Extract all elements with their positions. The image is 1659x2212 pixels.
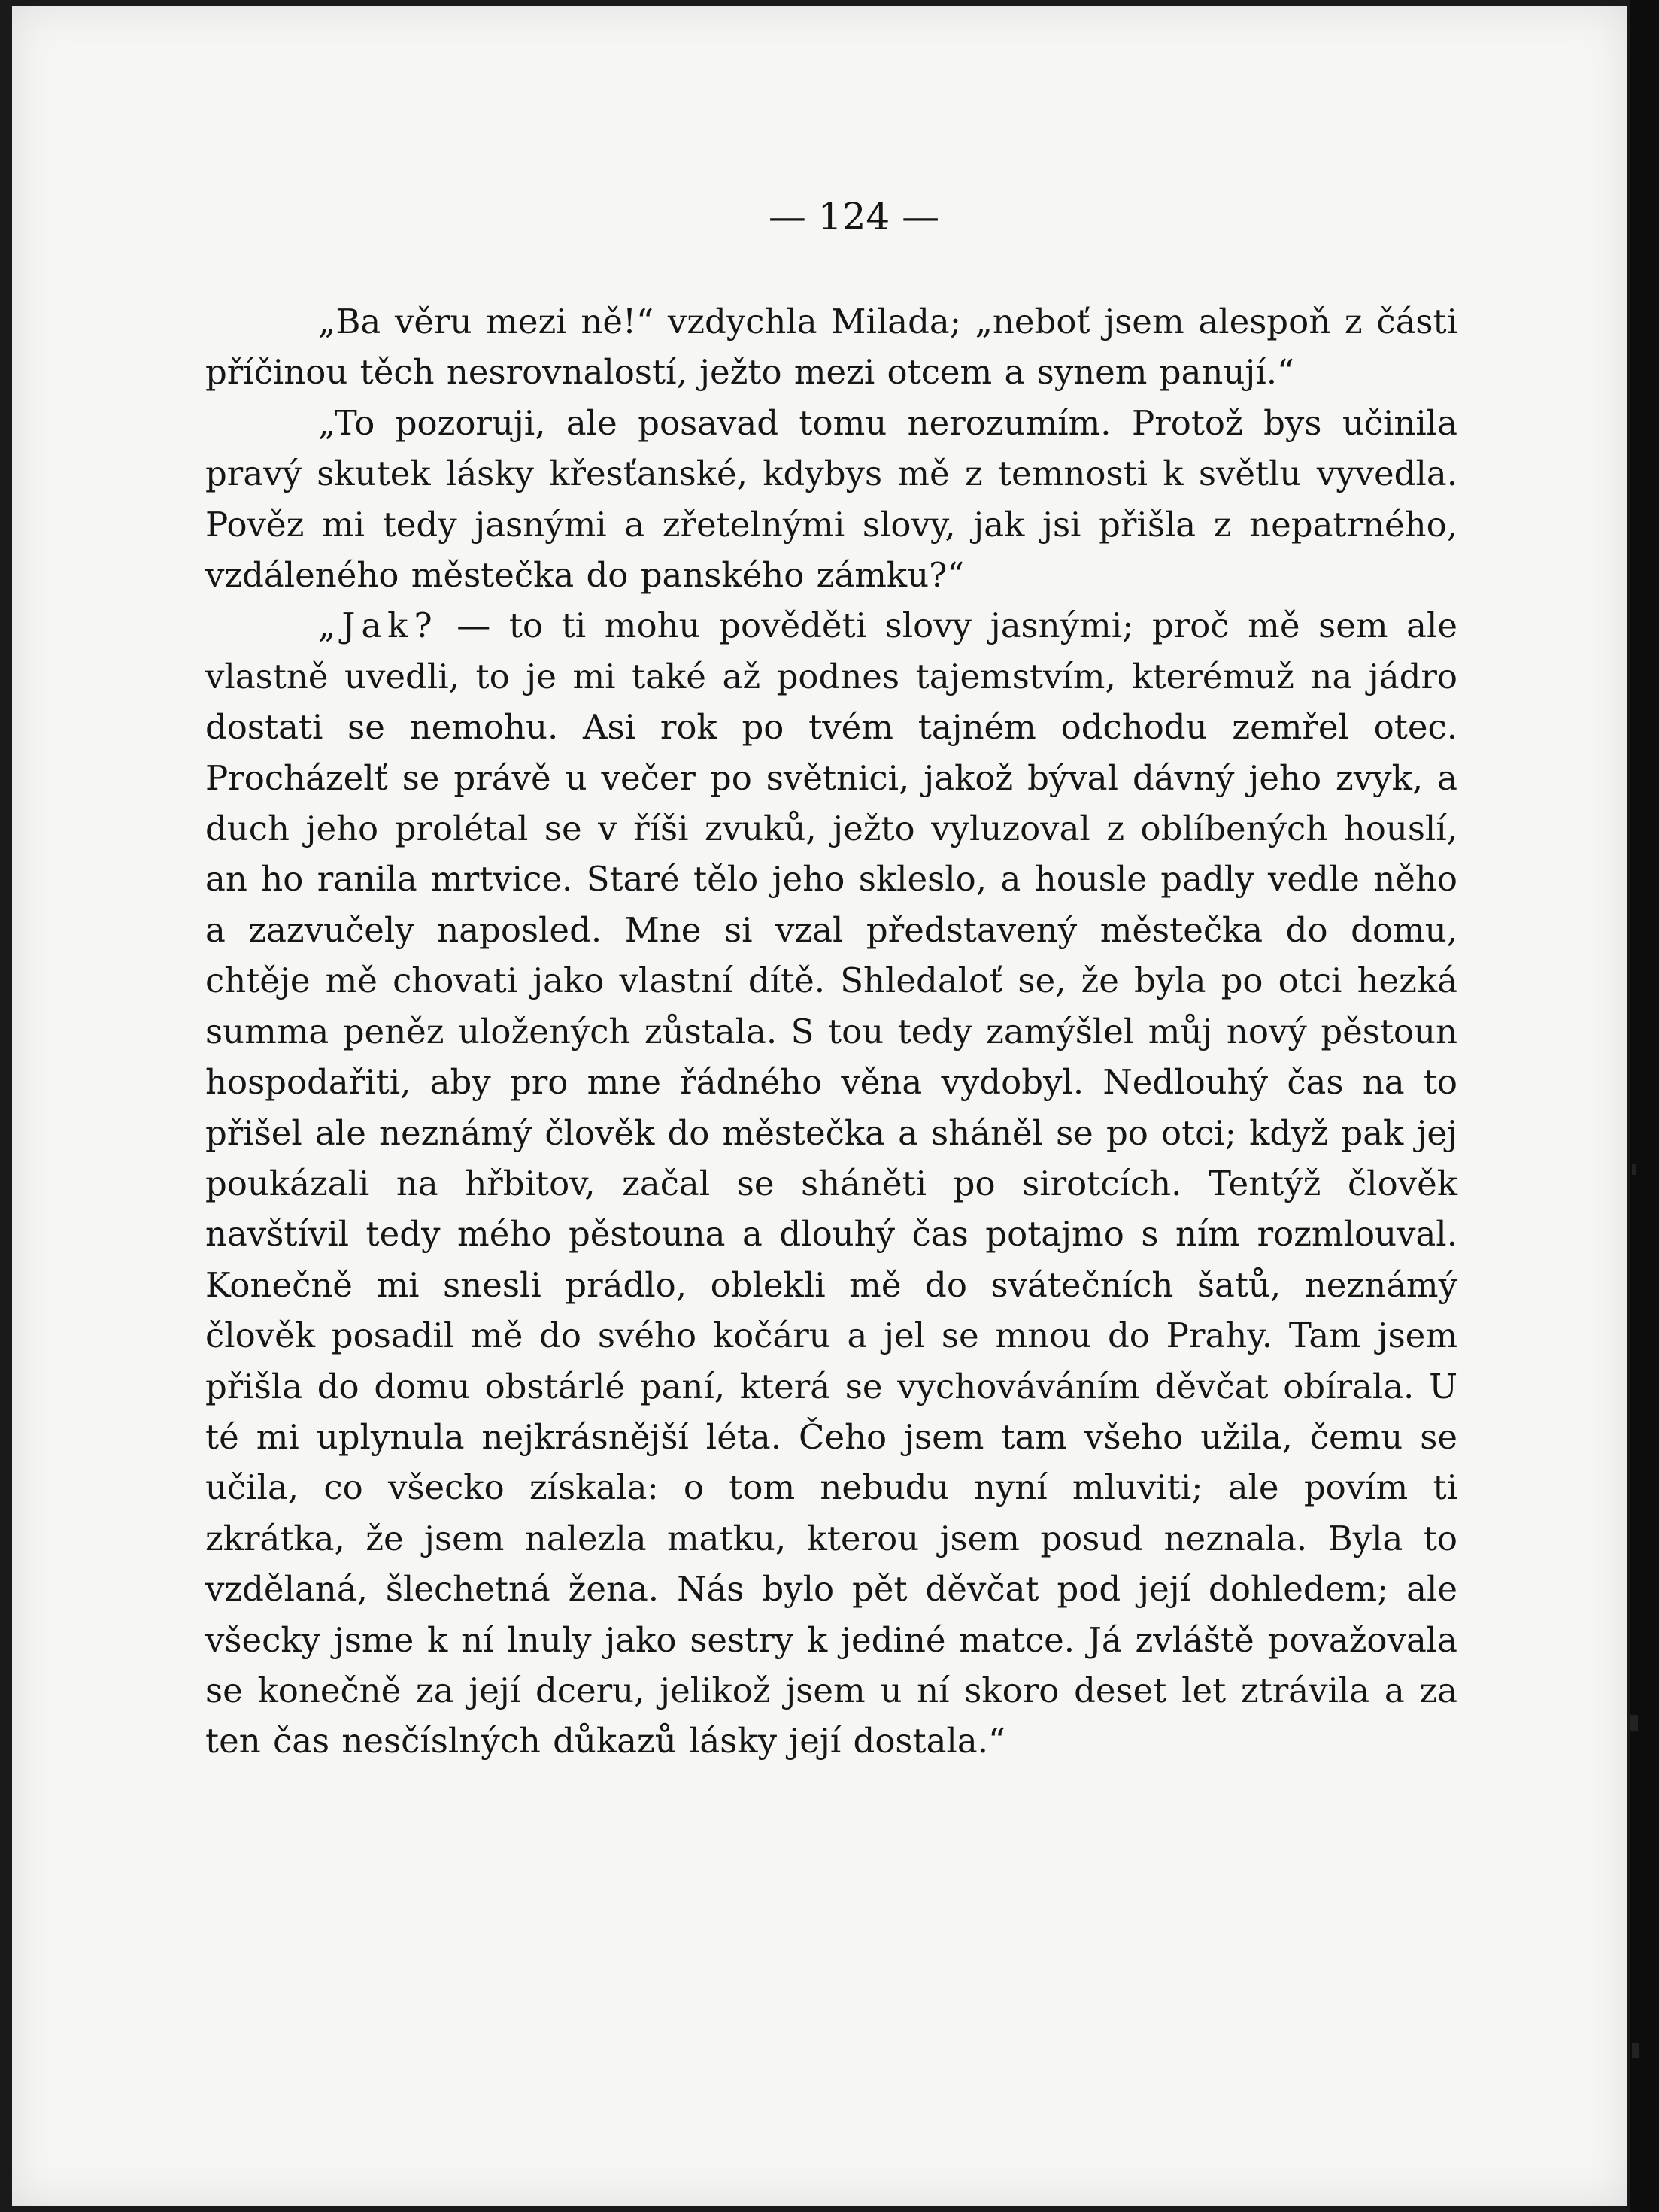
paragraph-3-body: — to ti mohu pověděti slovy jasnými; proč mě sem ale vlastně uvedli, to je mi také až podnes tajemstvím, kterémuž na jádro dostati se nemohu. Asi rok po tvém tajném odchodu zemřel otec. Procházelť se právě u večer po světnici, jakož býval dávný jeho zvyk, a duch jeho prolétal se v říši zvuků, ježto vyluzoval z oblíbených houslí, an ho ranila mrtvice. Staré tělo jeho skleslo, a housle padly vedle něho a zazvučely naposled. Mne si vzal představený městečka do domu, chtěje mě chovati jako vlastní dítě. Shledaloť se, že byla po otci hezká summa peněz uložených zůstala. S tou tedy zamýšlel můj nový pěstoun hospodařiti, aby pro mne řádného věna vydobyl. Nedlouhý čas na to přišel ale neznámý člověk do městečka a sháněl se po otci; když pak jej poukázali na hřbitov, začal se sháněti po sirotcích. Tentýž člověk navštívil tedy mého pěstouna a dlouhý čas potajmo s ním rozmlouval. Konečně mi snesli prádlo, oblekli mě do svátečních šatů, neznámý člověk posadil mě do svého kočáru a jel se mnou do Prahy. Tam jsem přišla do domu obstárlé paní, která se vychováváním děvčat obírala. U té mi uplynula nejkrásnější léta. Čeho jsem tam všeho užila, čemu se učila, co všecko získala: o tom nebudu nyní mluviti; ale povím ti zkrátka, že jsem nalezla matku, kterou jsem posud neznala. Byla to vzdělaná, šlechetná žena. Nás bylo pět děvčat pod její dohledem; ale všecky jsme k ní lnuly jako sestry k jediné matce. Já zvláště považovala se konečně za její dceru, jelikož jsem u ní skoro deset let ztrávila a za ten čas nesčíslných důkazů lásky její dostala.“ xyxy=(205,605,1457,1761)
paragraph-1: „Ba věru mezi ně!“ vzdychla Milada; „neboť jsem alespoň z části příčinou těch nesrovnalostí, ježto mezi otcem a synem panují.“ xyxy=(205,302,1457,393)
book-page xyxy=(12,6,1627,2206)
paragraph-3-lead: „Jak? xyxy=(318,605,438,646)
paragraph-2: „To pozoruji, ale posavad tomu nerozumím. Protož bys učinila pravý skutek lásky křesťanské, kdybys mě z temnosti k světlu vyvedla. Pověz mi tedy jasnými a zřetelnými slovy, jak jsi přišla z nepatrného, vzdáleného městečka do panského zámku?“ xyxy=(205,402,1457,596)
scan-speck xyxy=(1632,2043,1639,2058)
scan-speck xyxy=(1630,1715,1638,1731)
scan-border-right xyxy=(1630,0,1659,2212)
page-text xyxy=(205,194,1457,1767)
scan-speck xyxy=(1632,1164,1636,1175)
page-number: — 124 — xyxy=(768,195,940,238)
paragraph-3 xyxy=(205,600,1457,1766)
